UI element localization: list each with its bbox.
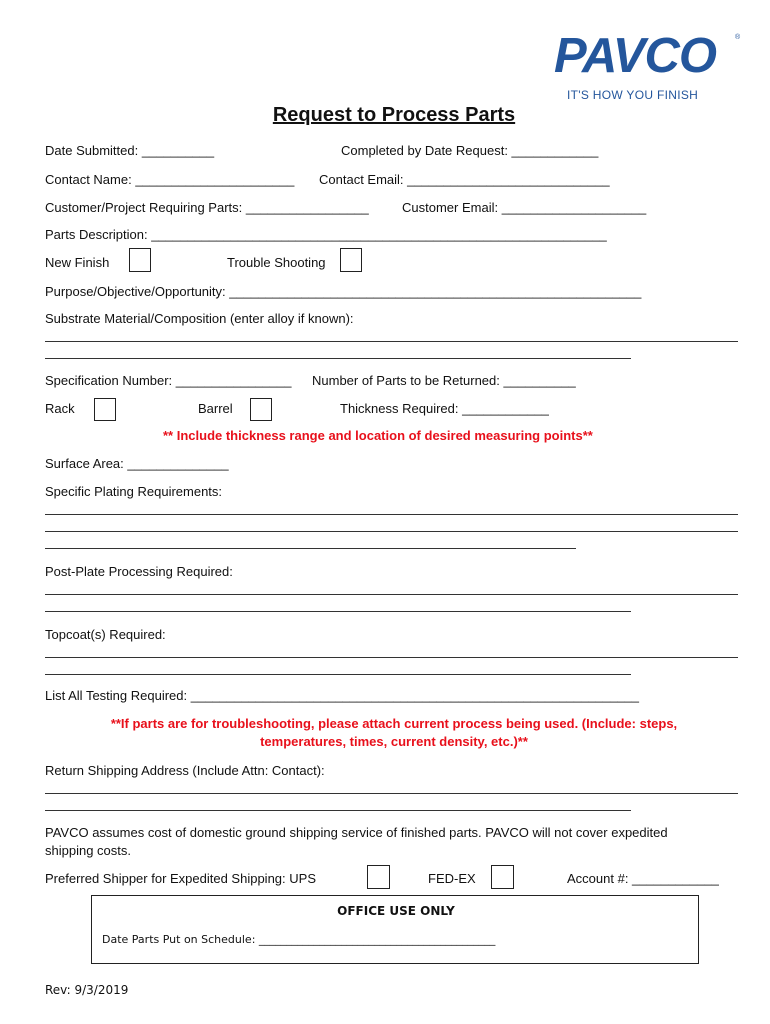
plating-line-1[interactable] [45, 514, 738, 515]
barrel-checkbox[interactable] [250, 398, 272, 421]
page-title: Request to Process Parts [272, 104, 516, 126]
topcoat-line-2[interactable] [45, 674, 631, 675]
logo-wordmark: PAVCO [554, 29, 716, 83]
purpose-field[interactable]: Purpose/Objective/Opportunity: _________________________________________________________ [45, 284, 642, 299]
return-address-label: Return Shipping Address (Include Attn: Contact): [45, 763, 325, 778]
account-number-field[interactable]: Account #: ____________ [567, 871, 719, 886]
post-plate-line-2[interactable] [45, 611, 631, 612]
troubleshooting-note-line-1: **If parts are for troubleshooting, please attach current process being used. (Include: steps, [110, 716, 678, 731]
date-submitted-field[interactable]: Date Submitted: __________ [45, 143, 215, 158]
troubleshooting-note-line-2: temperatures, times, current density, etc.)** [260, 734, 528, 749]
schedule-date-field[interactable]: Date Parts Put on Schedule: ___________________________________________ [102, 933, 496, 946]
customer-email-field[interactable]: Customer Email: ____________________ [402, 200, 647, 215]
contact-email-field[interactable]: Contact Email: ____________________________ [319, 172, 610, 187]
post-plate-line-1[interactable] [45, 594, 738, 595]
return-address-line-2[interactable] [45, 810, 631, 811]
topcoat-line-1[interactable] [45, 657, 738, 658]
shipping-policy-line-2: shipping costs. [45, 843, 131, 858]
preferred-shipper-label: Preferred Shipper for Expedited Shipping: UPS [45, 871, 316, 886]
plating-line-3[interactable] [45, 548, 576, 549]
fedex-label: FED-EX [428, 871, 476, 886]
specific-plating-label: Specific Plating Requirements: [45, 484, 223, 499]
customer-project-field[interactable]: Customer/Project Requiring Parts: _________________ [45, 200, 369, 215]
trouble-shooting-label: Trouble Shooting [227, 255, 326, 270]
new-finish-checkbox[interactable] [129, 248, 151, 272]
trouble-shooting-checkbox[interactable] [340, 248, 362, 272]
substrate-line-1[interactable] [45, 341, 738, 342]
office-use-title: OFFICE USE ONLY [337, 904, 455, 918]
rack-label: Rack [45, 401, 75, 416]
revision-label: Rev: 9/3/2019 [45, 983, 129, 997]
plating-line-2[interactable] [45, 531, 738, 532]
shipping-policy-line-1: PAVCO assumes cost of domestic ground shipping service of finished parts. PAVCO will not cover expedited [45, 825, 668, 840]
barrel-label: Barrel [198, 401, 233, 416]
post-plate-label: Post-Plate Processing Required: [45, 564, 233, 579]
office-use-box [91, 895, 699, 964]
rack-checkbox[interactable] [94, 398, 116, 421]
substrate-label: Substrate Material/Composition (enter alloy if known): [45, 311, 354, 326]
thickness-required-field[interactable]: Thickness Required: ____________ [340, 401, 549, 416]
specification-number-field[interactable]: Specification Number: ________________ [45, 373, 292, 388]
registered-mark: ® [735, 34, 741, 41]
contact-name-field[interactable]: Contact Name: ______________________ [45, 172, 295, 187]
return-address-line-1[interactable] [45, 793, 738, 794]
topcoat-label: Topcoat(s) Required: [45, 627, 166, 642]
surface-area-field[interactable]: Surface Area: ______________ [45, 456, 229, 471]
fedex-checkbox[interactable] [491, 865, 514, 889]
logo-tagline: IT'S HOW YOU FINISH [567, 88, 699, 102]
ups-checkbox[interactable] [367, 865, 390, 889]
parts-description-field[interactable]: Parts Description: _______________________________________________________________ [45, 227, 607, 242]
new-finish-label: New Finish [45, 255, 110, 270]
thickness-note: ** Include thickness range and location of desired measuring points** [163, 428, 593, 443]
completed-by-field[interactable]: Completed by Date Request: ____________ [341, 143, 599, 158]
number-returned-field[interactable]: Number of Parts to be Returned: __________ [312, 373, 576, 388]
testing-field[interactable]: List All Testing Required: ______________________________________________________________ [45, 688, 639, 703]
substrate-line-2[interactable] [45, 358, 631, 359]
